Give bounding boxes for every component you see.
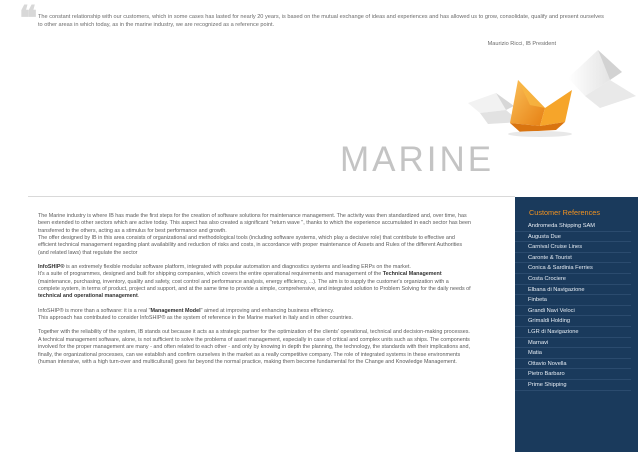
list-item: Pietro Barbaro bbox=[515, 369, 631, 380]
quote-text: The constant relationship with our customers, which in some cases has lasted for nearly 20 years, is based on the mutual exchange of ideas and experiences and has allowed us to grow, consolidate, qualify and present ourselves to other areas in which today, as in the marine industry, we are recognized as a reference point. bbox=[38, 14, 604, 28]
quote-author: Maurizio Ricci, IB President bbox=[487, 41, 556, 47]
paragraph-3c-text: This approach has contributed to consider InfoSHIP® as the system of reference in the Marine market in Italy and in other countries. bbox=[38, 315, 353, 322]
paragraph-1-text: The Marine industry is where IB has made the first steps for the creation of software solutions for maintenance management. The activity was then standardized and, over time, has been extended to other sectors which are active today. This aspect has also created a significant "return wave ", thanks to which the experience accumulated in each sector has been transferred to the others, acting as a stimulus for best performance and growth. bbox=[38, 213, 472, 234]
paragraph-3a-text: InfoSHIP® is more than a software: it is a real " bbox=[38, 307, 151, 314]
list-item: LGR di Navigazione bbox=[515, 327, 631, 338]
paragraph-2 bbox=[38, 264, 472, 301]
page-title: MARINE bbox=[340, 140, 495, 179]
paragraph-2-end: . bbox=[137, 293, 140, 300]
paragraph-2b-text: It's a suite of programmes, designed and built for shipping companies, which covers the entire operational requirements and management of the bbox=[38, 271, 383, 278]
title-divider bbox=[28, 196, 515, 197]
orange-paper-boat-icon bbox=[510, 80, 572, 132]
paragraph-3 bbox=[38, 308, 472, 323]
list-item: Marnavi bbox=[515, 338, 631, 349]
paragraph-2c-text: (maintenance, purchasing, inventory, quality and safety, cost control and performance analysis, energy efficiency, ...). The aim is to supply the customer's organization with a complete system, in terms of product, project and support, and at the same time to provide a simple, comprehensive, and integrated solution to Problem Solving for the daily needs of bbox=[38, 278, 471, 293]
paragraph-1b-text: The offer designed by IB in this area consists of organizational and methodological tools (including software systems, which play a decisive role) that contribute to effective and efficient technical management regarding plant availability and reduction of risks and costs, in accordance with proper maintenance of Assets and Rules of the different Authorities (and related laws) that regulate the sector bbox=[38, 235, 463, 256]
body-text bbox=[38, 213, 472, 373]
list-item: Finbeta bbox=[515, 295, 631, 306]
list-item: Prime Shipping bbox=[515, 380, 631, 391]
infoship-brand: InfoSHIP® bbox=[38, 264, 65, 271]
paper-boats-illustration bbox=[0, 50, 638, 160]
paragraph-1 bbox=[38, 213, 472, 257]
list-item: Grimaldi Holding bbox=[515, 316, 631, 327]
list-item: Costa Crociere bbox=[515, 274, 631, 285]
paragraph-4: Together with the reliability of the system, IB stands out because it acts as a strategic partner for the optimization of the clients' operational, technical and decision-making processes. A technical management software, alone, is not sufficient to solve the problems of asset management, especially in case of critical and complex units such as ships. The components involved for the proper management are many - and often related to each other - and only by knowing in depth the planning, the technology, the standards with their implications and, finally, the organizational processes, can we establish and confirm ourselves in the market as a really competitive company. The role of integrated systems in these environments (human intensive, with a high turn-over and multicultural) goes far beyond the normal practice, making them become fundamental for the Change and Knowledge Management. bbox=[38, 329, 471, 365]
list-item: Augusta Due bbox=[515, 232, 631, 243]
list-item: Grandi Navi Veloci bbox=[515, 306, 631, 317]
list-item: Elbana di Navigazione bbox=[515, 285, 631, 296]
customer-references-title: Customer References bbox=[529, 208, 600, 217]
technical-management-bold: Technical Management bbox=[382, 271, 442, 278]
boat-shadow bbox=[508, 131, 572, 137]
list-item: Ottavio Novella bbox=[515, 359, 631, 370]
list-item: Caronte & Tourist bbox=[515, 253, 631, 264]
list-item: Carnival Cruise Lines bbox=[515, 242, 631, 253]
customer-references-panel bbox=[515, 197, 638, 452]
customer-list bbox=[515, 221, 638, 391]
quote-mark-icon: ❝ bbox=[19, 0, 35, 39]
tech-op-management-bold: technical and operational management bbox=[38, 293, 138, 300]
list-item: Andromeda Shipping SAM bbox=[515, 221, 631, 232]
paragraph-2a-text: is an extremely flexible modular software platform, integrated with popular automation and diagnostics systems and leading ERPs on the market. bbox=[64, 264, 411, 271]
list-item: Conica & Sardinia Ferries bbox=[515, 263, 631, 274]
list-item: Matia bbox=[515, 348, 631, 359]
management-model-bold: Management Model bbox=[150, 307, 201, 314]
white-paper-boat-large-icon bbox=[568, 50, 636, 108]
paragraph-3b-text: " aimed at improving and enhancing business efficiency. bbox=[200, 307, 335, 314]
